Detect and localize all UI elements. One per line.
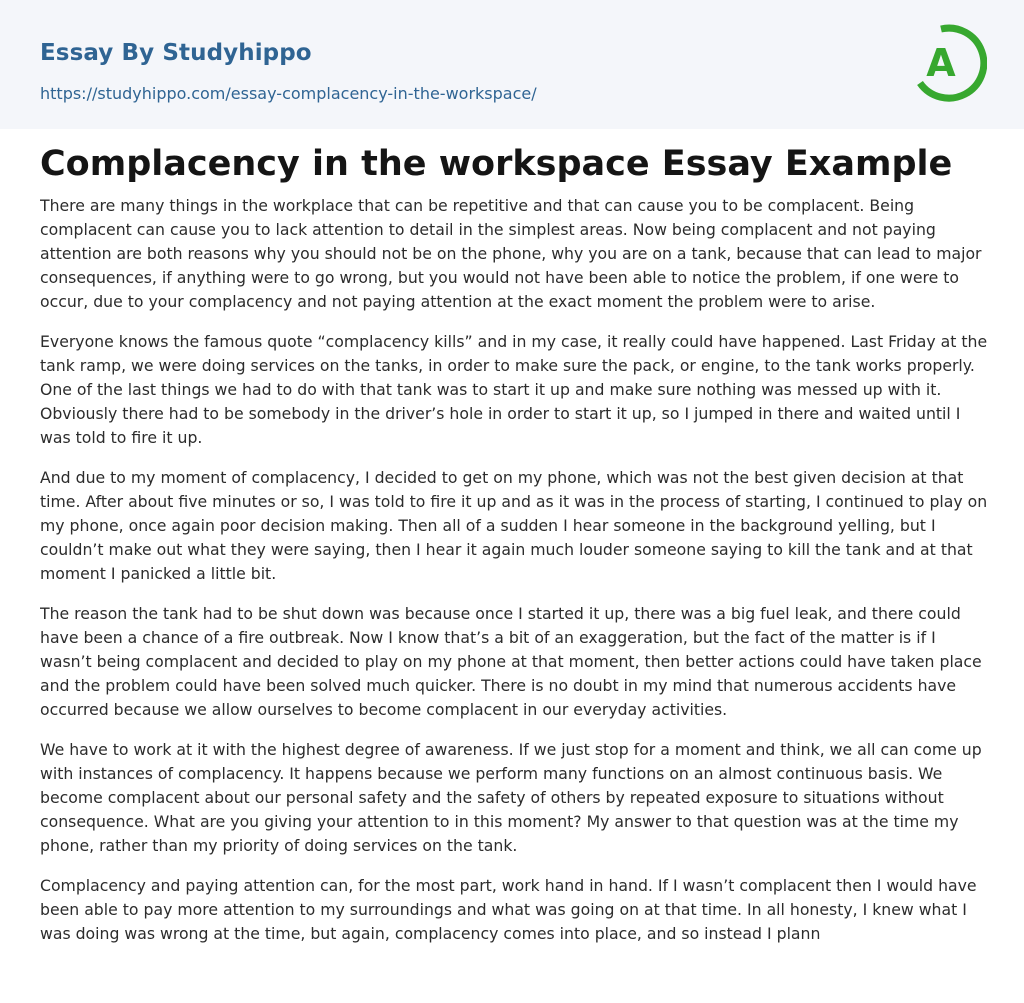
- essay-paragraph-6: Complacency and paying attention can, for the most part, work hand in hand. If I wasn’t complacent then I would have been able to pay more attention to my surroundings and what was going on at that time. In all honesty, I knew what I was doing was wrong at the time, but again, complacency comes into place, and so instead I plann: [40, 876, 977, 943]
- essay-paragraph-4: The reason the tank had to be shut down was because once I started it up, there was a big fuel leak, and there could have been a chance of a fire outbreak. Now I know that’s a bit of an exaggeration, but the fact of the matter is if I wasn’t being complacent and decided to play on my phone at that moment, then better actions could have taken place and the problem could have been solved much quicker. There is no doubt in my mind that numerous accidents have occurred because we allow ourselves to become complacent in our everyday activities.: [40, 604, 982, 719]
- logo-letter: A: [926, 41, 956, 85]
- site-brand[interactable]: Essay By Studyhippo: [40, 40, 312, 66]
- essay-paragraph-2: Everyone knows the famous quote “complacency kills” and in my case, it really could have happened. Last Friday at the tank ramp, we were doing services on the tanks, in order to make sure the pack, or engine, to the tank works properly. One of the last things we had to do with that tank was to start it up and make sure nothing was messed up with it. Obviously there had to be somebody in the driver’s hole in order to start it up, so I jumped in there and waited until I was told to fire it up.: [40, 332, 988, 447]
- page-title: Complacency in the workspace Essay Example: [40, 144, 953, 184]
- essay-paragraph-3: And due to my moment of complacency, I decided to get on my phone, which was not the best given decision at that time. After about five minutes or so, I was told to fire it up and as it was in the process of starting, I continued to play on my phone, once again poor decision making. Then all of a sudden I hear someone in the background yelling, but I couldn’t make out what they were saying, then I hear it again much louder someone saying to kill the tank and at that moment I panicked a little bit.: [40, 468, 988, 583]
- logo-graphic: [911, 20, 987, 106]
- essay-paragraph-1: There are many things in the workplace that can be repetitive and that can cause you to be complacent. Being complacent can cause you to lack attention to detail in the simplest areas. Now being complacent and not paying attention are both reasons why you should not be on the phone, why you are on a tank, because that can lead to major consequences, if anything were to go wrong, but you would not have been able to notice the problem, if one were to occur, due to your complacency and not paying attention at the exact moment the problem were to arise.: [40, 196, 982, 311]
- source-url-link[interactable]: https://studyhippo.com/essay-complacency-in-the-workspace/: [40, 84, 537, 103]
- essay-body: [40, 194, 990, 954]
- page-header: [0, 0, 1024, 129]
- essay-paragraph-5: We have to work at it with the highest degree of awareness. If we just stop for a moment and think, we all can come up with instances of complacency. It happens because we perform many functions on an almost continuous basis. We become complacent about our personal safety and the safety of others by repeated exposure to situations without consequence. What are you giving your attention to in this moment? My answer to that question was at the time my phone, rather than my priority of doing services on the tank.: [40, 740, 982, 855]
- circle-a-logo-icon[interactable]: [911, 20, 987, 106]
